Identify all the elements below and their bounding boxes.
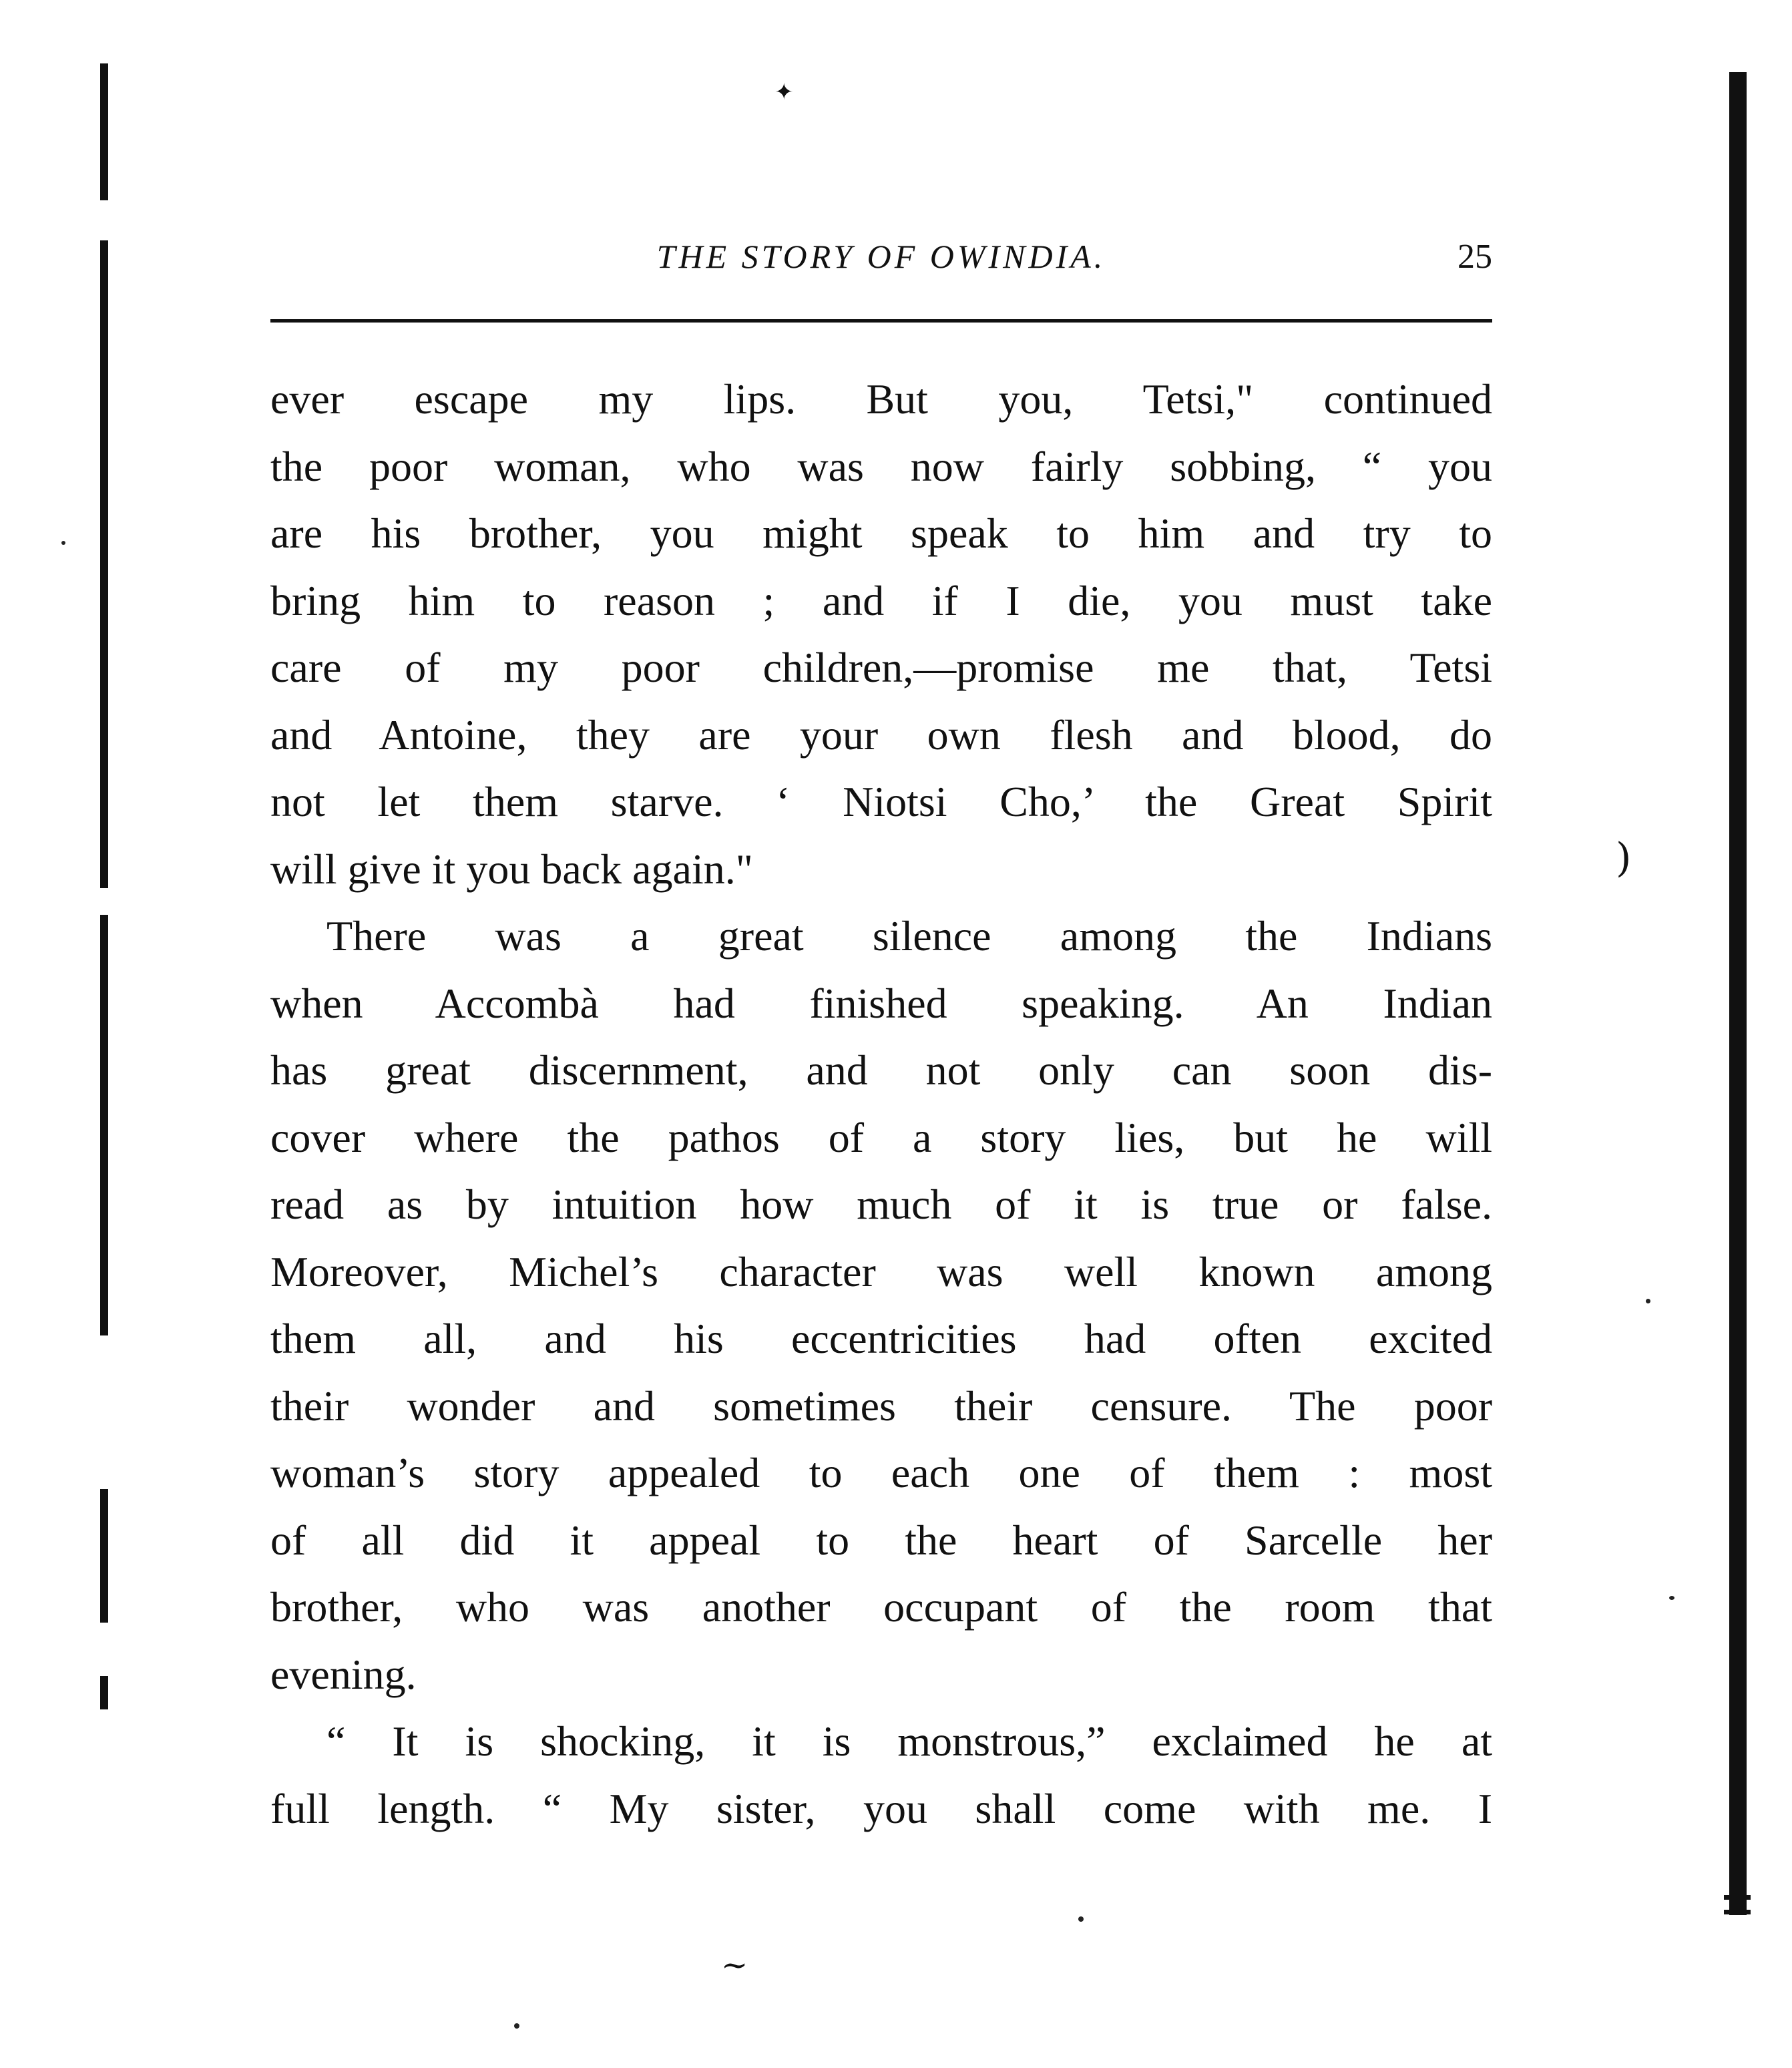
text-line: of all did it appeal to the heart of Sarcelle her bbox=[270, 1516, 1492, 1564]
text-line: has great discernment, and not only can soon dis- bbox=[270, 1046, 1492, 1094]
scan-speck bbox=[1646, 1299, 1650, 1303]
running-title: THE STORY OF OWINDIA. bbox=[656, 238, 1106, 275]
page-number: 25 bbox=[1458, 238, 1492, 276]
scan-speck bbox=[61, 541, 65, 545]
text-line: ever escape my lips. But you, Tetsi," continued bbox=[270, 375, 1492, 423]
text-line: full length. “ My sister, you shall come with me. I bbox=[270, 1784, 1492, 1832]
text-line: There was a great silence among the Indians bbox=[326, 912, 1492, 960]
body-text bbox=[270, 366, 1492, 1842]
text-line: bring him to reason ; and if I die, you must take bbox=[270, 576, 1492, 624]
left-edge-gap bbox=[96, 1709, 112, 1936]
right-page-edge bbox=[1729, 72, 1747, 1915]
text-line: the poor woman, who was now fairly sobbing, “ you bbox=[270, 442, 1492, 490]
scan-curl: ) bbox=[1616, 835, 1632, 881]
scan-flourish: ~ bbox=[721, 1946, 748, 1984]
scan-speck bbox=[514, 2023, 519, 2029]
text-line: care of my poor children,—promise me that, Tetsi bbox=[270, 644, 1492, 691]
scan-speck bbox=[1078, 1916, 1084, 1922]
scan-speck: ✦ bbox=[774, 79, 794, 106]
text-line: brother, who was another occupant of the room that bbox=[270, 1583, 1492, 1631]
text-line: their wonder and sometimes their censure. The poor bbox=[270, 1382, 1492, 1430]
text-line: woman’s story appealed to each one of them : most bbox=[270, 1449, 1492, 1496]
text-line: when Accombà had finished speaking. An Indian bbox=[270, 979, 1492, 1027]
scan-speck bbox=[1669, 1596, 1674, 1600]
text-line: evening. bbox=[270, 1650, 417, 1698]
text-line: read as by intuition how much of it is true or false. bbox=[270, 1181, 1492, 1228]
right-edge-tick bbox=[1724, 1910, 1751, 1914]
text-line: “ It is shocking, it is monstrous,” exclaimed he at bbox=[326, 1717, 1492, 1765]
text-line: and Antoine, they are your own flesh and blood, do bbox=[270, 710, 1492, 759]
header-rule bbox=[270, 319, 1492, 323]
text-line: them all, and his eccentricities had often excited bbox=[270, 1315, 1492, 1362]
left-edge-gap bbox=[96, 888, 112, 915]
right-edge-tick bbox=[1724, 1895, 1751, 1900]
left-edge-gap bbox=[96, 1623, 112, 1676]
left-edge-gap bbox=[96, 200, 112, 240]
text-line: not let them starve. ‘ Niotsi Cho,’ the Great Spirit bbox=[270, 778, 1492, 825]
text-line: Moreover, Michel’s character was well known among bbox=[270, 1247, 1492, 1295]
text-line: cover where the pathos of a story lies, but he will bbox=[270, 1113, 1492, 1161]
text-line: are his brother, you might speak to him and try to bbox=[270, 509, 1492, 557]
text-line: will give it you back again." bbox=[270, 845, 753, 893]
left-edge-gap bbox=[96, 1335, 112, 1489]
running-header bbox=[270, 237, 1492, 290]
